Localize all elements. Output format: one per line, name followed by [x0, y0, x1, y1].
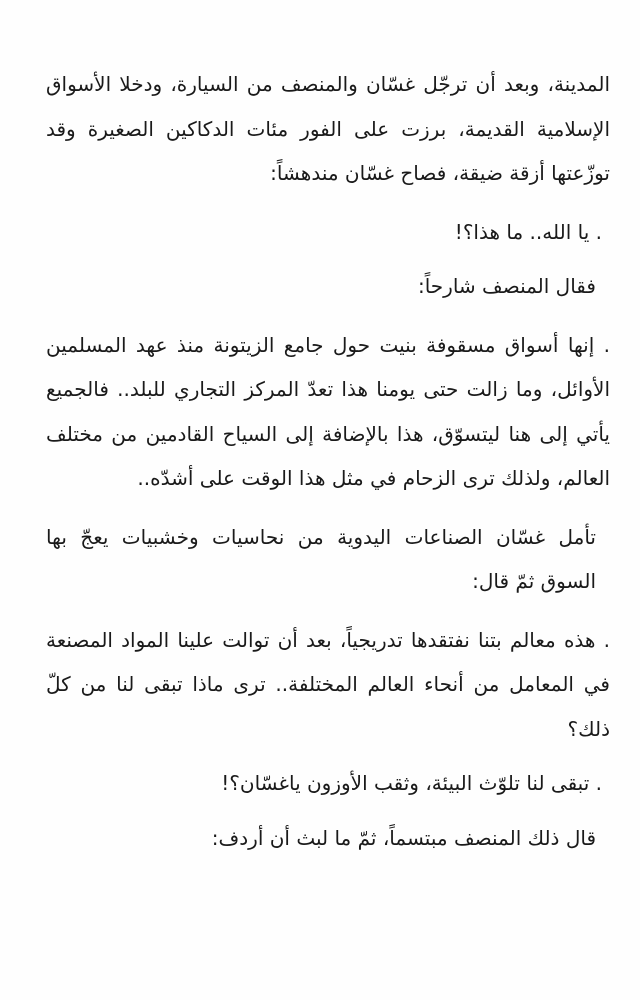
page-text — [46, 62, 610, 860]
paragraph-dialogue-ghassan-landmarks: . هذه معالم بتنا نفتقدها تدريجياً، بعد أن توالت علينا المواد المصنعة في المعامل من أنحاء العالم المختلفة.. ترى ماذا تبقى لنا من كلّ ذلك؟ — [46, 627, 610, 741]
paragraph-dialogue-ghassan-exclaim: . يا الله.. ما هذا؟! — [454, 219, 602, 244]
paragraph-narration-munsif-explains: فقال المنصف شارحاً: — [417, 274, 596, 298]
paragraph-narration-ghassan-contemplates: تأمل غسّان الصناعات اليدوية من نحاسيات وخشبيات يعجّ بها السوق ثمّ قال: — [46, 524, 596, 593]
paragraph-dialogue-munsif-pollution: . تبقى لنا تلوّث البيئة، وثقب الأوزون ياغسّان؟! — [221, 771, 602, 795]
paragraph-dialogue-munsif-markets: . إنها أسواق مسقوفة بنيت حول جامع الزيتونة منذ عهد المسلمين الأوائل، وما زالت حتى يومنا هذا تعدّ المركز التجاري للبلد.. فالجميع يأتي إلى هنا ليتسوّق، هذا بالإضافة إلى السياح القادمين من مختلف العالم، ولذلك ترى الزحام في مثل هذا الوقت على أشدّه.. — [46, 332, 610, 490]
paragraph-narration-munsif-smiles: قال ذلك المنصف مبتسماً، ثمّ ما لبث أن أردف: — [211, 825, 596, 850]
paragraph-narration-arrival: المدينة، وبعد أن ترجّل غسّان والمنصف من السيارة، ودخلا الأسواق الإسلامية القديمة، برزت على الفور مئات الدكاكين الصغيرة وقد توزّعتها أزقة ضيقة، فصاح غسّان مندهشاً: — [46, 72, 610, 185]
